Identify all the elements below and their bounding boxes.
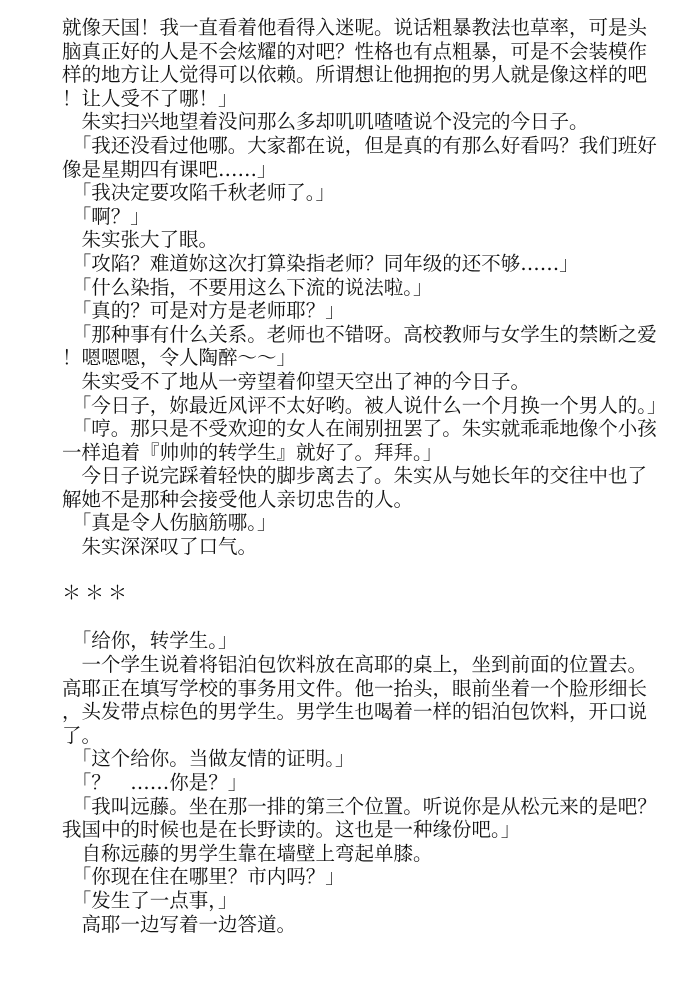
paragraph: 朱实张大了眼。 xyxy=(62,228,219,252)
paragraph: 「哼。那只是不受欢迎的女人在闹别扭罢了。朱实就乖乖地像个小孩一样追着『帅帅的转学生』就好了。拜拜。」 xyxy=(62,417,657,464)
paragraph: 高耶一边写着一边答道。 xyxy=(62,912,297,936)
paragraph: 「真的？可是对方是老师耶？」 xyxy=(62,299,345,323)
paragraph: 一个学生说着将铝泊包饮料放在高耶的桌上，坐到前面的位置去。高耶正在填写学校的事务用文件。他一抬头，眼前坐着一个脸形细长，头发带点棕色的男学生。男学生也喝着一样的铝泊包饮料，开口说了。 xyxy=(62,653,648,747)
paragraph: 自称远藤的男学生靠在墙壁上弯起单膝。 xyxy=(62,841,433,865)
paragraph: 「什么染指，不要用这么下流的说法啦。」 xyxy=(62,275,433,299)
paragraph: 「啊？」 xyxy=(62,204,150,228)
blank-line xyxy=(62,606,662,630)
blank-line xyxy=(62,559,662,583)
paragraph: 「我还没看过他哪。大家都在说，但是真的有那么好看吗？我们班好像是星期四有课吧……」 xyxy=(62,133,657,181)
paragraph: 「我决定要攻陷千秋老师了。」 xyxy=(62,181,336,205)
paragraph: 「？ ……你是？」 xyxy=(62,771,248,794)
paragraph: 「这个给你。当做友情的证明。」 xyxy=(62,747,355,771)
paragraph: 「发生了一点事，」 xyxy=(62,888,238,912)
paragraph: 朱实受不了地从一旁望着仰望天空出了神的今日子。 xyxy=(62,369,531,393)
document-section-2 xyxy=(62,629,662,936)
paragraph: 朱实深深叹了口气。 xyxy=(62,535,258,559)
paragraph: 「给你，转学生。」 xyxy=(62,629,238,653)
document-section-1 xyxy=(62,16,667,559)
paragraph: 「今日子，妳最近风评不太好哟。被人说什么一个月换一个男人的。」 xyxy=(62,393,667,417)
paragraph: 就像天国！我一直看着他看得入迷呢。说话粗暴教法也草率，可是头脑真正好的人是不会炫耀的对吧？性格也有点粗暴，可是不会装模作样的地方让人觉得可以依赖。所谓想让他拥抱的男人就是像这样的吧！让人受不了哪！」 xyxy=(62,16,648,110)
paragraph: 今日子说完踩着轻快的脚步离去了。朱实从与她长年的交往中也了解她不是那种会接受他人亲切忠告的人。 xyxy=(62,464,648,511)
paragraph: 「攻陷？难道妳这次打算染指老师？同年级的还不够……」 xyxy=(62,251,579,275)
paragraph: 「真是令人伤脑筋哪。」 xyxy=(62,511,277,535)
paragraph: 「我叫远藤。坐在那一排的第三个位置。听说你是从松元来的是吧？我国中的时候也是在长野读的。这也是一种缘份吧。」 xyxy=(62,794,657,842)
document-page xyxy=(62,16,667,936)
paragraph: 「那种事有什么关系。老师也不错呀。高校教师与女学生的禁断之爱！嗯嗯嗯，令人陶醉～～」 xyxy=(62,322,657,370)
paragraph: 朱实扫兴地望着没问那么多却叽叽喳喳说个没完的今日子。 xyxy=(62,110,589,134)
scene-separator: ＊＊＊ xyxy=(62,582,132,605)
paragraph: 「你现在住在哪里？市内吗？」 xyxy=(62,865,345,889)
